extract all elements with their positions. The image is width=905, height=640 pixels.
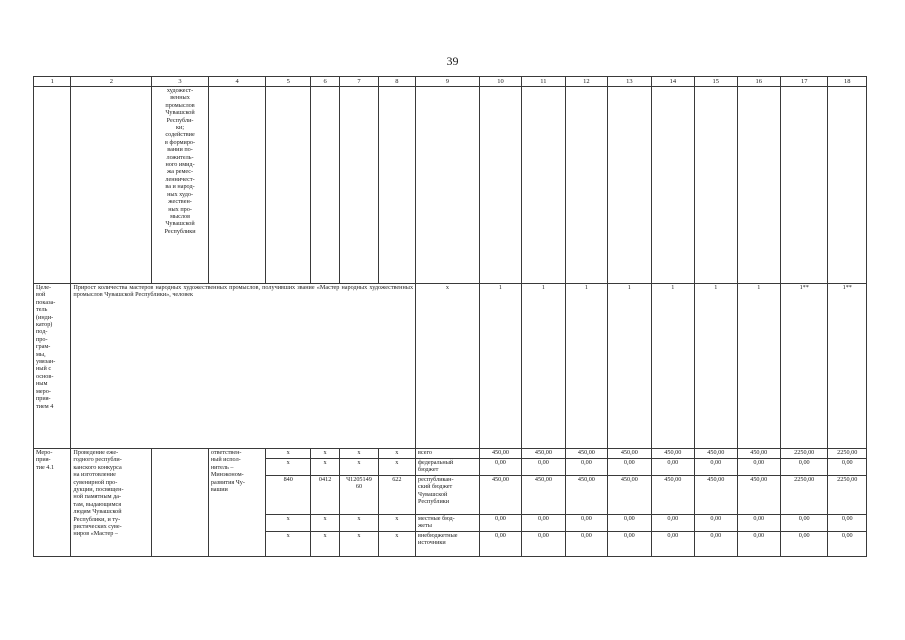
header-cell: 16	[737, 77, 780, 87]
header-cell: 7	[340, 77, 378, 87]
program-table	[33, 76, 867, 557]
amount-cell: 0,00	[651, 515, 694, 532]
header-row	[34, 77, 867, 87]
amount-cell: 2250,00	[780, 449, 828, 459]
code-cell: х	[266, 459, 310, 476]
code-cell: 0412	[310, 476, 339, 515]
header-cell: 14	[651, 77, 694, 87]
code-cell: х	[266, 532, 310, 557]
code-cell: х	[266, 515, 310, 532]
code-cell: х	[310, 532, 339, 557]
amount-cell: 0,00	[737, 532, 780, 557]
amount-cell: 450,00	[479, 449, 521, 459]
amount-cell: 2250,00	[828, 449, 867, 459]
header-cell: 15	[695, 77, 737, 87]
header-cell: 6	[310, 77, 339, 87]
header-cell: 2	[71, 77, 152, 87]
indicator-value: 1	[695, 284, 737, 449]
funding-source: всего	[416, 449, 480, 459]
indicator-text: Прирост количества мастеров народных художественных промыслов, получивших звание «Мастер народных художественных промыслов Чувашской Республики», человек	[71, 284, 416, 449]
amount-cell: 450,00	[737, 449, 780, 459]
amount-cell: 0,00	[608, 515, 651, 532]
amount-cell: 0,00	[522, 515, 565, 532]
funding-source: внебюджетные источники	[416, 532, 480, 557]
amount-cell: 2250,00	[780, 476, 828, 515]
amount-cell: 450,00	[522, 449, 565, 459]
amount-cell: 0,00	[737, 515, 780, 532]
amount-cell: 0,00	[651, 459, 694, 476]
page-number: 39	[446, 54, 459, 68]
indicator-row	[34, 284, 867, 449]
amount-cell: 0,00	[565, 459, 607, 476]
activity-label: Меро- прия- тие 4.1	[34, 449, 71, 557]
code-cell: х	[310, 459, 339, 476]
amount-cell: 450,00	[651, 476, 694, 515]
amount-cell: 0,00	[780, 515, 828, 532]
amount-cell: 450,00	[608, 449, 651, 459]
amount-cell: 0,00	[780, 459, 828, 476]
funding-row-total	[34, 449, 867, 459]
amount-cell: 0,00	[608, 459, 651, 476]
code-cell: х	[378, 515, 415, 532]
code-cell: х	[378, 532, 415, 557]
amount-cell: 0,00	[651, 532, 694, 557]
header-cell: 17	[780, 77, 828, 87]
header-cell: 11	[522, 77, 565, 87]
amount-cell: 0,00	[737, 459, 780, 476]
amount-cell: 450,00	[608, 476, 651, 515]
code-cell: х	[340, 515, 378, 532]
amount-cell: 0,00	[479, 515, 521, 532]
code-cell: х	[266, 449, 310, 459]
amount-cell: 450,00	[479, 476, 521, 515]
code-cell: х	[310, 449, 339, 459]
amount-cell: 0,00	[695, 532, 737, 557]
amount-cell: 0,00	[695, 515, 737, 532]
funding-source: республикан- ский бюджет Чувашской Республики	[416, 476, 480, 515]
responsible-executor: ответствен- ный испол- нитель – Минэконом- развития Чу- вашии	[208, 449, 266, 557]
continuation-goal-text: художест- венных промыслов Чувашской Республи- ки; содействие в формиро- вании по- ложитель- ного имид- жа ремес- ленничест- ва и народ- ных худо- жествен- ных про- мыслов Чувашской Республики	[152, 87, 209, 284]
code-cell: х	[378, 449, 415, 459]
amount-cell: 2250,00	[828, 476, 867, 515]
indicator-source: х	[416, 284, 480, 449]
header-cell: 5	[266, 77, 310, 87]
amount-cell: 450,00	[522, 476, 565, 515]
funding-source: местные бюд- жеты	[416, 515, 480, 532]
amount-cell: 450,00	[695, 449, 737, 459]
indicator-value: 1	[608, 284, 651, 449]
funding-source: федеральный бюджет	[416, 459, 480, 476]
code-cell: х	[310, 515, 339, 532]
amount-cell: 0,00	[565, 515, 607, 532]
amount-cell: 0,00	[695, 459, 737, 476]
header-cell: 12	[565, 77, 607, 87]
amount-cell: 0,00	[565, 532, 607, 557]
amount-cell: 450,00	[565, 449, 607, 459]
amount-cell: 0,00	[522, 532, 565, 557]
code-cell: 840	[266, 476, 310, 515]
indicator-value: 1**	[828, 284, 867, 449]
continuation-row	[34, 87, 867, 284]
indicator-label: Целе- вой показа- тель (инди- катор) под- про- грам- мы, увязан- ный с основ- ным меро- прия- тием 4	[34, 284, 71, 449]
header-cell: 1	[34, 77, 71, 87]
indicator-value: 1**	[780, 284, 828, 449]
amount-cell: 450,00	[737, 476, 780, 515]
header-cell: 4	[208, 77, 266, 87]
header-cell: 9	[416, 77, 480, 87]
header-cell: 10	[479, 77, 521, 87]
indicator-value: 1	[651, 284, 694, 449]
amount-cell: 0,00	[828, 515, 867, 532]
indicator-value: 1	[522, 284, 565, 449]
code-cell: х	[340, 449, 378, 459]
code-cell: х	[378, 459, 415, 476]
amount-cell: 0,00	[608, 532, 651, 557]
code-cell: х	[340, 459, 378, 476]
header-cell: 8	[378, 77, 415, 87]
code-cell: 622	[378, 476, 415, 515]
amount-cell: 450,00	[565, 476, 607, 515]
header-cell: 13	[608, 77, 651, 87]
indicator-value: 1	[479, 284, 521, 449]
amount-cell: 0,00	[479, 532, 521, 557]
amount-cell: 0,00	[828, 459, 867, 476]
amount-cell: 0,00	[479, 459, 521, 476]
indicator-value: 1	[737, 284, 780, 449]
amount-cell: 450,00	[651, 449, 694, 459]
amount-cell: 0,00	[828, 532, 867, 557]
indicator-value: 1	[565, 284, 607, 449]
amount-cell: 0,00	[522, 459, 565, 476]
activity-name: Проведение еже- годного республи- канского конкурса на изготовление сувенирной про- дукции, посвящен- ной памятным да- там, выдающимся людям Чувашской Республики, и ту- ристических суве- ниров «Мастер –	[71, 449, 152, 557]
code-cell: х	[340, 532, 378, 557]
amount-cell: 0,00	[780, 532, 828, 557]
amount-cell: 450,00	[695, 476, 737, 515]
header-cell: 3	[152, 77, 209, 87]
code-cell: Ч1205149 60	[340, 476, 378, 515]
header-cell: 18	[828, 77, 867, 87]
